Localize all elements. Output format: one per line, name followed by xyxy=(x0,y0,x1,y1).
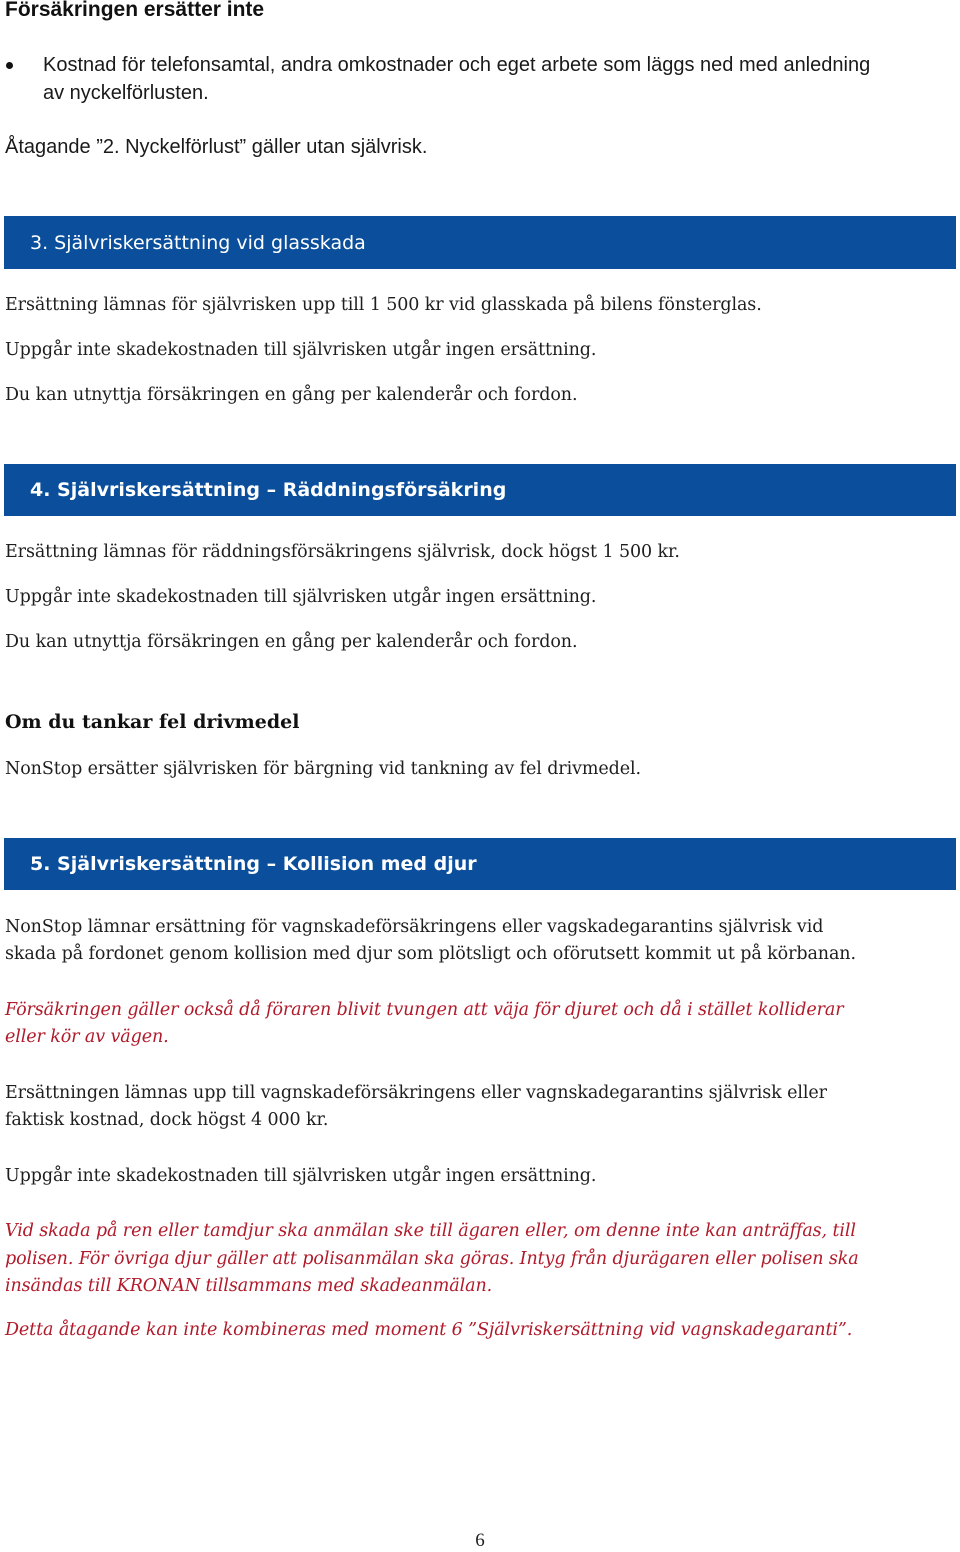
section-5-red-line: eller kör av vägen. xyxy=(5,1027,169,1047)
page-number: 6 xyxy=(475,1530,485,1551)
section-4-paragraph: Uppgår inte skadekostnaden till självrisken utgår ingen ersättning. xyxy=(5,587,597,607)
fuel-heading: Om du tankar fel drivmedel xyxy=(5,711,300,733)
section-3-paragraph: Ersättning lämnas för självrisken upp till 1 500 kr vid glasskada på bilens fönsterglas. xyxy=(5,295,762,315)
section-5-paragraph-line: skada på fordonet genom kollision med djur som plötsligt och oförutsett kommit ut på körbanan. xyxy=(5,944,856,964)
section-5-paragraph-line: Ersättningen lämnas upp till vagnskadeförsäkringens eller vagnskadegarantins självrisk eller xyxy=(5,1083,827,1103)
section-5-title: 5. Självriskersättning – Kollision med djur xyxy=(30,853,477,875)
section-heading-exclusions: Försäkringen ersätter inte xyxy=(5,0,265,21)
note-text: Åtagande ”2. Nyckelförlust” gäller utan självrisk. xyxy=(5,136,428,158)
section-5-red-line: Detta åtagande kan inte kombineras med moment 6 ”Självriskersättning vid vagnskadegaranti”. xyxy=(5,1320,853,1340)
section-3-title: 3. Självriskersättning vid glasskada xyxy=(30,231,366,254)
bullet-text-line: Kostnad för telefonsamtal, andra omkostnader och eget arbete som läggs ned med anledning xyxy=(43,54,871,76)
fuel-text: NonStop ersätter självrisken för bärgning vid tankning av fel drivmedel. xyxy=(5,759,641,779)
section-4-paragraph: Du kan utnyttja försäkringen en gång per kalenderår och fordon. xyxy=(5,632,578,652)
section-5-red-line: Försäkringen gäller också då föraren blivit tvungen att väja för djuret och då i stället kolliderar xyxy=(5,1000,844,1020)
bullet-text-line: av nyckelförlusten. xyxy=(43,82,209,104)
section-5-paragraph-line: NonStop lämnar ersättning för vagnskadeförsäkringens eller vagskadegarantins självrisk vid xyxy=(5,917,824,937)
section-3-paragraph: Du kan utnyttja försäkringen en gång per kalenderår och fordon. xyxy=(5,385,578,405)
section-5-red-line: polisen. För övriga djur gäller att polisanmälan ska göras. Intyg från djurägaren eller polisen ska xyxy=(5,1249,859,1269)
section-4-paragraph: Ersättning lämnas för räddningsförsäkringens självrisk, dock högst 1 500 kr. xyxy=(5,542,680,562)
section-4-title: 4. Självriskersättning – Räddningsförsäkring xyxy=(30,479,507,501)
section-3-header xyxy=(4,216,956,269)
bullet-dot xyxy=(6,62,13,69)
section-4-header xyxy=(4,464,956,516)
section-5-paragraph: Uppgår inte skadekostnaden till självrisken utgår ingen ersättning. xyxy=(5,1166,597,1186)
section-5-paragraph-line: faktisk kostnad, dock högst 4 000 kr. xyxy=(5,1110,329,1130)
section-5-red-line: Vid skada på ren eller tamdjur ska anmälan ske till ägaren eller, om denne inte kan anträffas, till xyxy=(5,1221,856,1241)
section-5-red-line: insändas till KRONAN tillsammans med skadeanmälan. xyxy=(5,1276,493,1296)
section-3-paragraph: Uppgår inte skadekostnaden till självrisken utgår ingen ersättning. xyxy=(5,340,597,360)
section-5-header xyxy=(4,838,956,890)
